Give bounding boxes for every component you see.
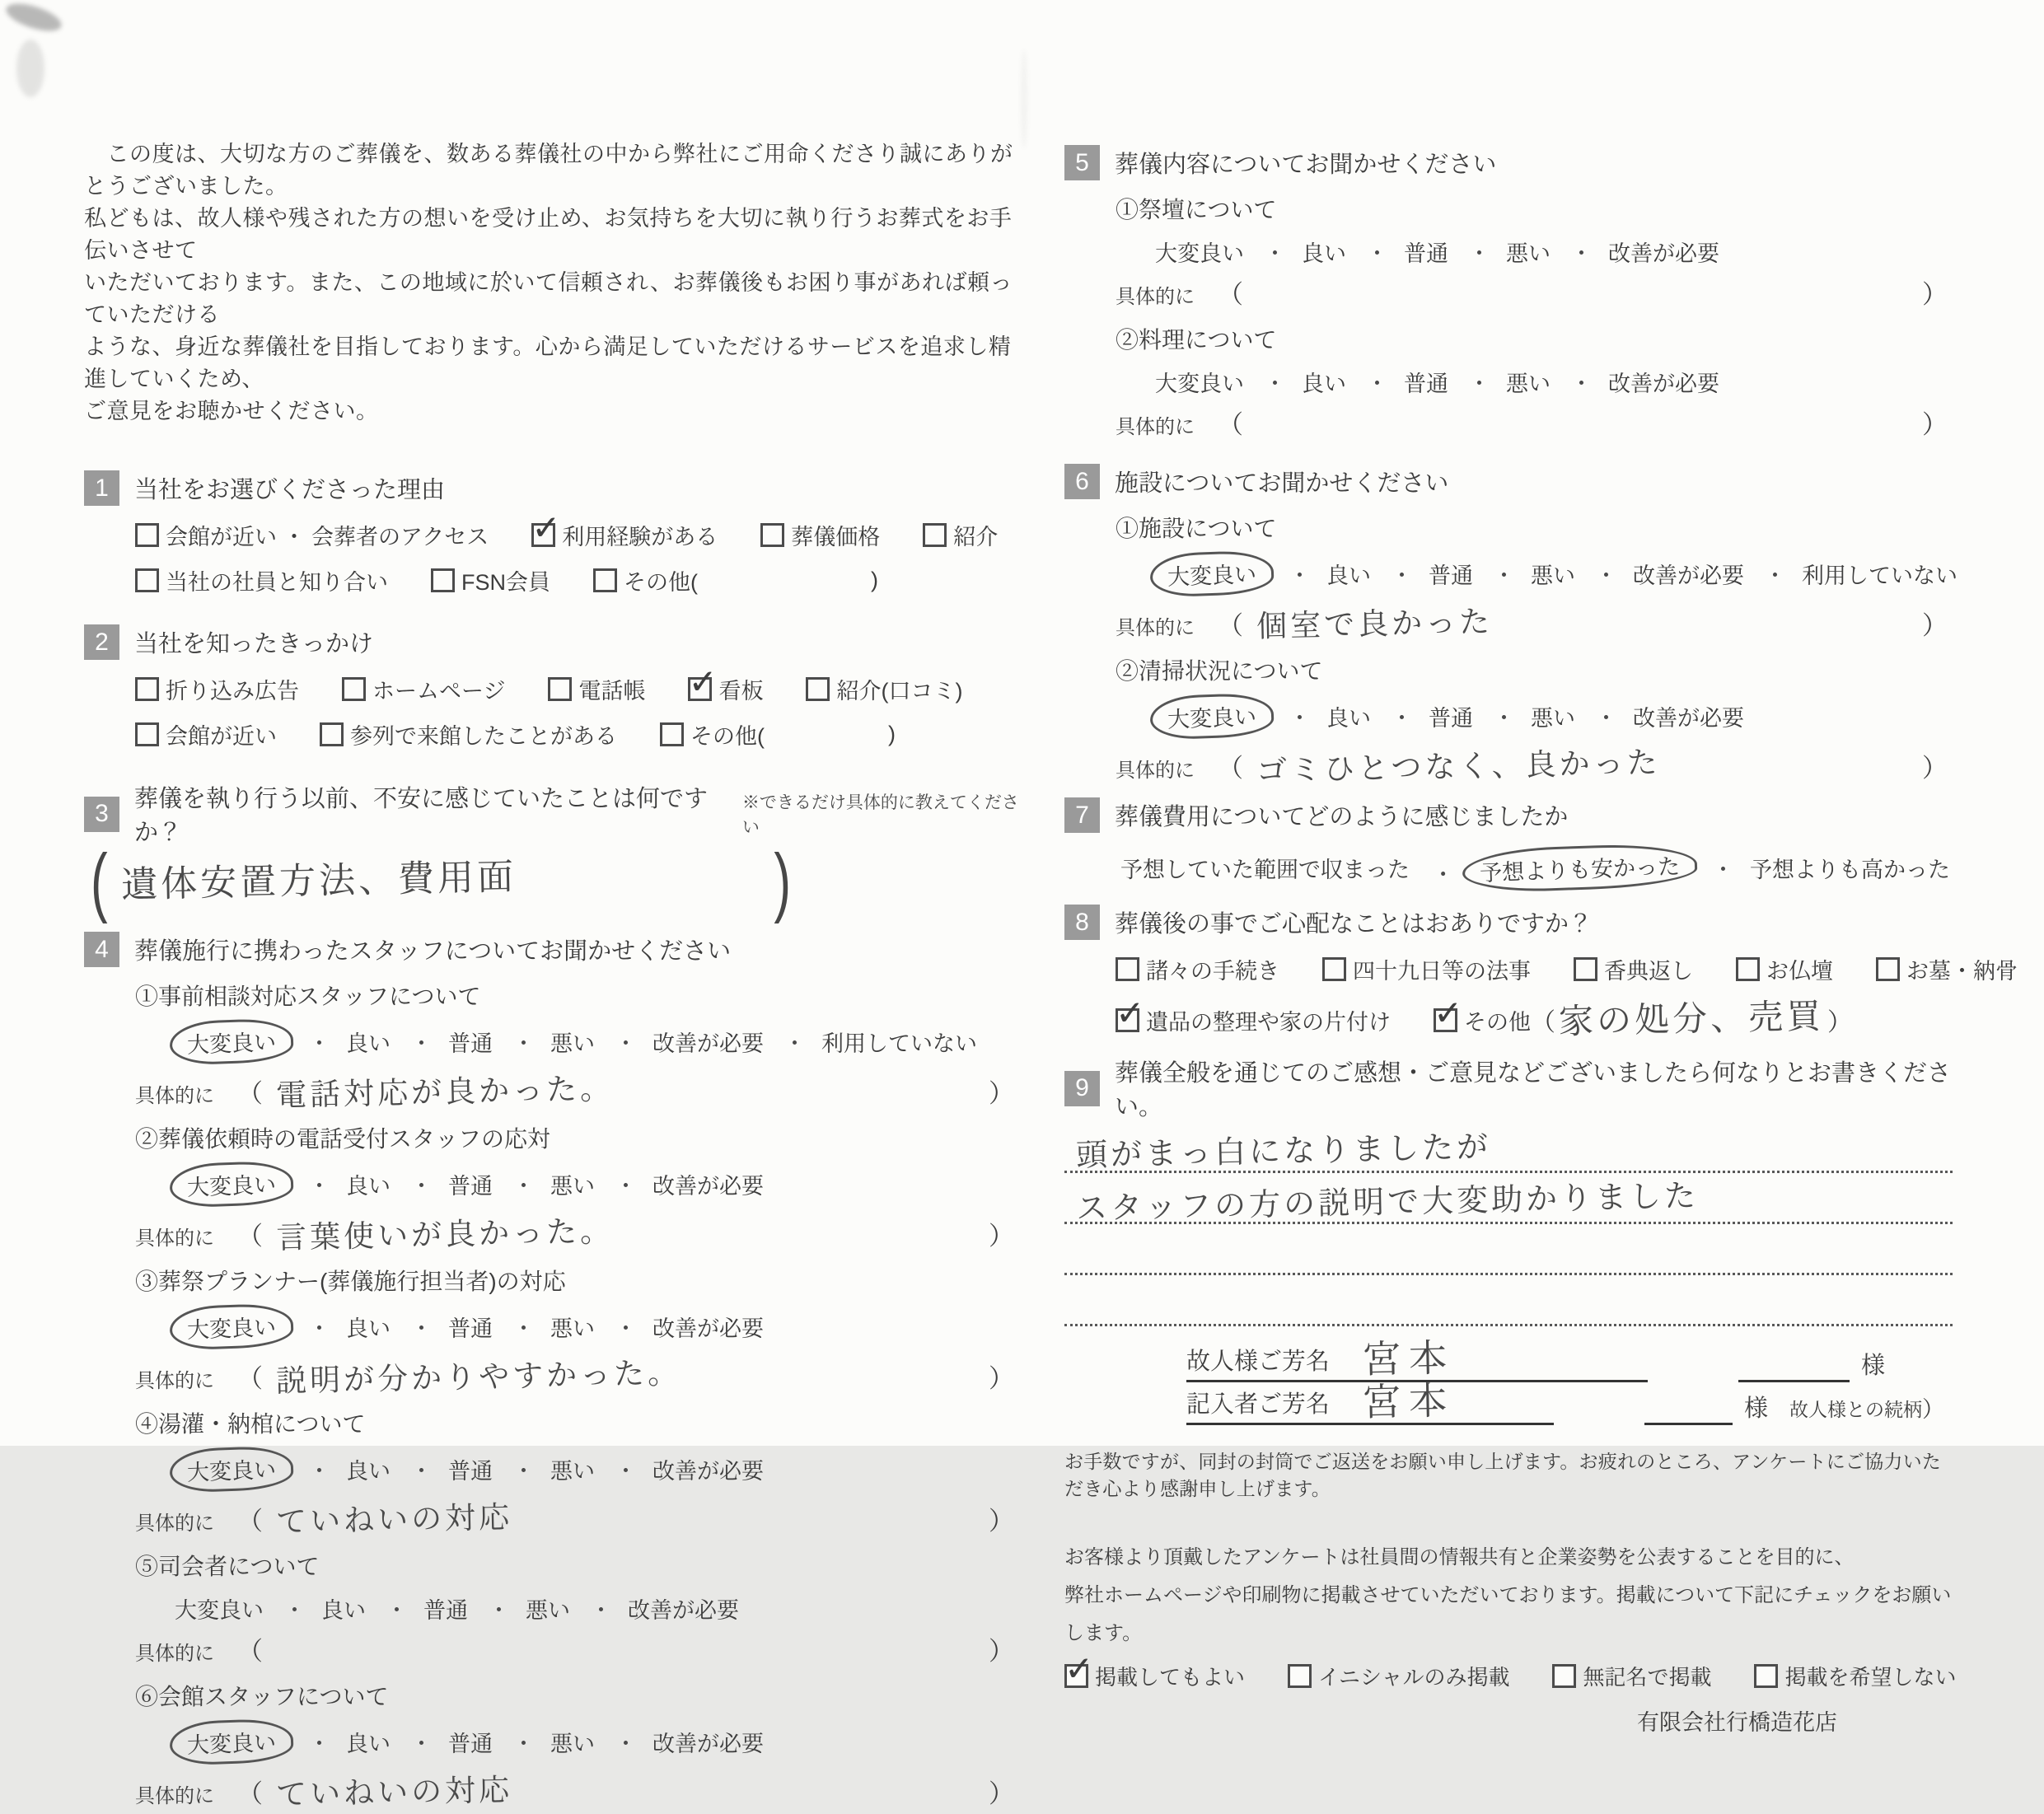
comment-label: 具体的に — [1116, 617, 1195, 639]
checkbox-label: その他 — [1464, 1009, 1531, 1035]
left-column — [84, 138, 1019, 1810]
scan-artifact — [16, 40, 44, 97]
checkbox-option[interactable] — [431, 564, 550, 596]
handwritten-answer: 遺体安置方法、費用面 — [120, 856, 517, 906]
rating-option[interactable]: ・ 改善が必要 — [648, 1723, 769, 1760]
cost-option-selected[interactable]: ・ 予想よりも安かった — [1462, 842, 1698, 894]
feedback-line[interactable] — [1064, 1277, 1953, 1326]
checkbox-option[interactable] — [806, 673, 962, 705]
rating-option[interactable]: ・ 利用していない — [816, 1023, 982, 1060]
question-title: ③葬祭プランナー(葬儀施行担当者)の対応 — [135, 1269, 566, 1294]
checkbox-label: 参列で来館したことがある — [350, 724, 617, 749]
deceased-name-label: 故人様ご芳名 — [1186, 1349, 1331, 1375]
company-name: 有限会社行橋造花店 — [1637, 1710, 1837, 1735]
section-number-badge: 1 — [84, 470, 119, 506]
rating-option[interactable]: 大変良い — [175, 1598, 264, 1623]
open-paren: （ — [237, 1222, 263, 1251]
checkbox-icon — [431, 568, 455, 592]
consent-option[interactable] — [1064, 1661, 1245, 1691]
rating-options — [1150, 363, 1953, 400]
open-paren: （ — [237, 1507, 263, 1536]
intro-paragraph — [84, 138, 1019, 428]
rating-option[interactable]: ・ 良い — [341, 1451, 395, 1488]
feedback-line[interactable] — [1064, 1124, 1953, 1173]
section-staff-feedback — [84, 932, 1019, 1810]
checkbox-label: 折り込み広告 — [166, 679, 299, 704]
checkbox-label: 掲載を希望しない — [1784, 1665, 1957, 1690]
rating-option[interactable]: ・ 改善が必要 — [648, 1166, 769, 1203]
checkbox-label: その他( — [624, 570, 698, 595]
cost-options — [1116, 846, 1953, 890]
rating-option[interactable]: ・ 改善が必要 — [1603, 233, 1724, 270]
question-funeral-planner — [135, 1264, 1019, 1399]
checkbox-row — [135, 519, 1019, 551]
rating-options — [1150, 694, 1953, 738]
checkbox-icon — [1876, 957, 1900, 981]
intro-line: いただいております。また、この地域に於いて信頼され、お葬儀後もお困り事があれば頼っていただける — [84, 270, 1013, 327]
feedback-line[interactable] — [1064, 1226, 1953, 1275]
handwritten-comment: ていねいの対応 — [275, 1499, 513, 1539]
open-paren: （ — [1218, 611, 1243, 640]
rating-option[interactable]: ・ 良い — [341, 1308, 395, 1345]
rating-option[interactable]: ・ 良い — [1297, 233, 1351, 270]
publication-consent-block — [1064, 1539, 1957, 1737]
comment-label: 具体的に — [135, 1785, 214, 1807]
checkbox-option[interactable] — [135, 564, 388, 596]
close-paren: ） — [1922, 410, 1948, 439]
rating-option[interactable]: ・ 良い — [341, 1166, 395, 1203]
handwritten-feedback: 頭がまっ白になりましたが — [1075, 1129, 1492, 1174]
section-number-badge: 7 — [1064, 797, 1100, 833]
rating-option[interactable]: ・ 良い — [341, 1723, 395, 1760]
feedback-line[interactable] — [1064, 1175, 1953, 1227]
rating-option[interactable]: ・ 悪い — [545, 1308, 600, 1345]
section-funeral-cost — [1064, 797, 1953, 890]
checkbox-option[interactable] — [531, 519, 718, 551]
rating-option[interactable]: ・ 普通 — [443, 1723, 498, 1760]
section-general-feedback — [1064, 1054, 1953, 1326]
anxiety-answer-area[interactable] — [91, 839, 791, 924]
rating-option[interactable]: ・ 悪い — [1501, 363, 1555, 400]
checkbox-icon — [320, 722, 344, 746]
question-facility — [1116, 511, 1957, 643]
consent-option[interactable] — [1552, 1661, 1711, 1691]
names-block — [1064, 1335, 1953, 1425]
question-title: ⑥会館スタッフについて — [135, 1684, 389, 1709]
close-paren: ） — [1922, 280, 1948, 309]
section-header — [84, 780, 1019, 848]
open-paren: ( — [91, 839, 108, 924]
section-number-badge: 3 — [84, 797, 119, 832]
checkbox-row — [135, 564, 1019, 596]
section-title: 葬儀費用についてどのように感じましたか — [1115, 804, 1569, 830]
checkbox-label: 無記名で掲載 — [1583, 1665, 1712, 1690]
question-cleanliness — [1116, 653, 1953, 788]
checkbox-label: 当社の社員と知り合い — [166, 570, 388, 595]
section-title: 施設についてお聞かせください — [1115, 470, 1449, 497]
rating-option-selected[interactable]: 大変良い — [169, 1302, 294, 1350]
close-paren: ） — [989, 1222, 1014, 1251]
checkbox-option-other[interactable] — [593, 564, 878, 596]
comment-row[interactable] — [1116, 404, 1953, 441]
consent-option[interactable] — [1288, 1661, 1509, 1691]
close-paren: ） — [1922, 754, 1948, 783]
checkbox-icon — [135, 523, 159, 547]
rating-option-selected[interactable]: 大変良い — [169, 1445, 294, 1493]
section-title: 葬儀内容についてお聞かせください — [1115, 152, 1497, 178]
open-paren: （ — [237, 1364, 263, 1393]
question-title: ②葬儀依頼時の電話受付スタッフの応対 — [135, 1126, 551, 1152]
rating-option[interactable]: ・ 改善が必要 — [623, 1590, 744, 1627]
intro-line: ような、身近な葬儀社を目指しております。心から満足していただけるサービスを追求し精進していくため、 — [84, 334, 1012, 391]
rating-option[interactable]: ・ 普通 — [443, 1308, 498, 1345]
section-title: 葬儀全般を通じてのご感想・ご意見などございましたら何なりとお書きください。 — [1115, 1060, 1952, 1120]
section-title: 当社を知ったきっかけ — [134, 631, 374, 657]
rating-options — [170, 1020, 1019, 1064]
section-number-badge: 2 — [84, 624, 119, 660]
section-header — [84, 470, 1019, 506]
checkbox-icon — [923, 523, 947, 547]
comment-row[interactable] — [135, 1352, 1019, 1399]
section-number-badge: 8 — [1064, 905, 1100, 940]
rating-option[interactable]: ・ 悪い — [545, 1451, 600, 1488]
consent-text-line: お客様より頂戴したアンケートは社員間の情報共有と企業姿勢を公表することを目的に、 — [1064, 1546, 1855, 1569]
checkbox-icon — [135, 677, 159, 701]
section-how-learned — [84, 624, 1019, 750]
checkbox-label: ホームページ — [372, 679, 506, 704]
comment-label: 具体的に — [135, 1512, 214, 1535]
intro-line: この度は、大切な方のご葬儀を、数ある葬儀社の中から弊社にご用命くださり誠にありがとうございました。 — [84, 142, 1013, 199]
section-title: 葬儀施行に携わったスタッフについてお聞かせください — [134, 938, 732, 965]
close-paren: ） — [989, 1779, 1014, 1808]
checkbox-option-other[interactable] — [1434, 998, 1852, 1041]
question-phone-reception — [135, 1121, 1019, 1255]
section-title: 葬儀を執り行う以前、不安に感じていたことは何ですか？ — [134, 786, 709, 846]
rating-option[interactable]: ・ 改善が必要 — [648, 1023, 769, 1060]
question-cuisine — [1116, 322, 1953, 441]
question-title: ④湯灌・納棺について — [135, 1411, 366, 1437]
name-underline — [1644, 1390, 1733, 1425]
section-post-funeral-concerns — [1064, 905, 2018, 1041]
checkbox-label: 香典返し — [1604, 959, 1693, 984]
checkbox-label: 会館が近い — [166, 724, 277, 749]
comment-label: 具体的に — [1116, 416, 1195, 438]
question-title: ①事前相談対応スタッフについて — [135, 984, 481, 1009]
checkbox-option[interactable] — [923, 519, 998, 551]
relation-label: 故人様との続柄 — [1789, 1399, 1922, 1420]
handwritten-feedback: スタッフの方の説明で大変助かりました — [1075, 1179, 1700, 1227]
checkbox-checked-icon — [688, 677, 712, 701]
consent-checkbox-row — [1064, 1661, 1957, 1691]
handwritten-comment: ゴミひとつなく、良かった — [1256, 745, 1661, 788]
section-number-badge: 4 — [84, 932, 119, 967]
section-header — [1064, 145, 1953, 180]
honorific-label: 様 — [1861, 1353, 1886, 1379]
section-header — [1064, 1054, 1953, 1122]
comment-row[interactable] — [135, 1494, 1019, 1537]
checkbox-option[interactable] — [1574, 953, 1693, 985]
rating-option[interactable]: ・ 普通 — [419, 1590, 473, 1627]
checkbox-row — [135, 673, 1019, 705]
section-pre-funeral-anxiety — [84, 780, 1019, 924]
checkbox-label: 紹介 — [953, 525, 999, 549]
checkbox-icon — [806, 677, 830, 701]
section-title: 当社をお選びくださった理由 — [134, 477, 446, 503]
question-altar — [1116, 192, 1953, 311]
checkbox-label: お仏壇 — [1766, 959, 1833, 984]
checkbox-icon — [548, 677, 572, 701]
rating-option[interactable]: ・ 良い — [1297, 363, 1351, 400]
rating-option[interactable]: ・ 悪い — [1526, 555, 1580, 592]
checkbox-option[interactable] — [1876, 953, 2018, 985]
rating-options — [170, 1720, 1019, 1764]
rating-option[interactable]: ・ 普通 — [1424, 555, 1478, 592]
checkbox-label: イニシャルのみ掲載 — [1318, 1665, 1510, 1690]
rating-options — [1150, 233, 1953, 270]
scan-artifact — [3, 0, 65, 36]
handwritten-comment: ていねいの対応 — [275, 1772, 513, 1812]
open-paren: （ — [237, 1779, 263, 1808]
rating-option[interactable]: ・ 普通 — [1399, 233, 1453, 270]
rating-option-selected[interactable]: 大変良い — [1149, 549, 1275, 597]
comment-row[interactable] — [135, 1067, 1019, 1113]
checkbox-option[interactable] — [1116, 1004, 1391, 1036]
consent-option[interactable] — [1754, 1661, 1956, 1691]
checkbox-icon — [1322, 957, 1346, 981]
comment-row[interactable] — [135, 1767, 1019, 1810]
rating-option[interactable]: ・ 良い — [341, 1023, 395, 1060]
rating-option[interactable]: 大変良い — [1155, 241, 1244, 266]
question-title: ②清掃状況について — [1116, 658, 1323, 684]
checkbox-icon — [1754, 1664, 1778, 1688]
rating-option[interactable]: ・ 良い — [1321, 698, 1376, 735]
comment-label: 具体的に — [135, 1643, 214, 1665]
question-title: ①施設について — [1116, 516, 1277, 541]
return-instruction-note: お手数ですが、同封の封筒でご返送をお願い申し上げます。お疲れのところ、アンケートにご協力いただき心より感謝申し上げます。 — [1064, 1451, 1941, 1499]
checkbox-row — [135, 718, 1019, 750]
close-paren: ） — [989, 1364, 1014, 1393]
rating-option[interactable]: ・ 改善が必要 — [648, 1451, 769, 1488]
comment-label: 具体的に — [1116, 286, 1195, 308]
section-header — [84, 624, 1019, 660]
question-mc — [135, 1549, 1019, 1667]
section-header — [1064, 797, 1953, 833]
checkbox-option[interactable] — [760, 519, 880, 551]
open-paren: （ — [1531, 1009, 1555, 1036]
comment-label: 具体的に — [135, 1085, 214, 1107]
rating-option[interactable]: ・ 悪い — [1501, 233, 1555, 270]
checkbox-label: 四十九日等の法事 — [1353, 959, 1531, 984]
checkbox-icon — [1288, 1664, 1312, 1688]
handwritten-comment: 言葉使いが良かった。 — [275, 1213, 615, 1255]
rating-option[interactable]: ・ 悪い — [545, 1166, 600, 1203]
checkbox-label: 紹介(口コミ) — [836, 679, 963, 704]
open-paren: （ — [237, 1637, 263, 1666]
checkbox-icon — [1574, 957, 1597, 981]
rating-options — [170, 1447, 1019, 1491]
checkbox-row — [1116, 998, 1953, 1041]
checkbox-option[interactable] — [688, 673, 763, 705]
comment-label: 具体的に — [1116, 760, 1195, 782]
checkbox-label: 会館が近い ・ 会葬者のアクセス — [166, 525, 489, 549]
close-paren: ） — [989, 1079, 1014, 1108]
question-title: ⑤司会者について — [135, 1554, 320, 1579]
checkbox-label: その他( — [690, 724, 765, 749]
close-paren: ） — [989, 1507, 1014, 1536]
section-number-badge: 6 — [1064, 464, 1100, 499]
name-underline — [1738, 1347, 1850, 1382]
consent-text-line: 弊社ホームページや印刷物に掲載させていただいております。掲載について下記にチェックをお願いします。 — [1064, 1584, 1952, 1644]
comment-row[interactable] — [1116, 274, 1953, 311]
rating-option[interactable]: ・ 良い — [316, 1590, 371, 1627]
checkbox-option[interactable] — [1322, 953, 1531, 985]
handwritten-other-answer: 家の処分、売買 — [1558, 996, 1825, 1041]
section-note: ※できるだけ具体的に教えてください — [741, 793, 1019, 837]
scan-artifact — [1021, 49, 1027, 148]
question-pre-consult-staff — [135, 979, 1019, 1113]
close-paren: ） — [1827, 1009, 1853, 1036]
open-paren: （ — [237, 1079, 263, 1108]
rating-options — [170, 1590, 1019, 1627]
open-paren: （ — [1218, 410, 1243, 439]
checkbox-label: 看板 — [718, 679, 764, 704]
checkbox-label: 葬儀価格 — [791, 525, 881, 549]
checkbox-icon — [1736, 957, 1760, 981]
checkbox-option[interactable] — [548, 673, 645, 705]
checkbox-option-other[interactable] — [660, 718, 896, 750]
section-number-badge: 5 — [1064, 145, 1100, 180]
open-paren: （ — [1218, 754, 1243, 783]
checkbox-option[interactable] — [320, 718, 617, 750]
rating-option[interactable]: ・ 改善が必要 — [1628, 698, 1749, 735]
checkbox-checked-icon — [1064, 1664, 1088, 1688]
rating-options — [170, 1305, 1019, 1349]
cost-option[interactable]: ・ 予想よりも高かった — [1745, 849, 1955, 886]
comment-row[interactable] — [1116, 599, 1953, 642]
checkbox-option[interactable] — [135, 519, 489, 551]
checkbox-option[interactable] — [135, 673, 299, 705]
honorific-label: 様 — [1743, 1396, 1768, 1422]
comment-label: 具体的に — [135, 1370, 214, 1392]
section-number-badge: 9 — [1064, 1071, 1100, 1106]
rating-option[interactable]: ・ 良い — [1321, 555, 1376, 592]
section-funeral-content — [1064, 145, 1953, 441]
checkbox-label: FSN会員 — [461, 570, 550, 595]
rating-option[interactable]: ・ 悪い — [521, 1590, 575, 1627]
checkbox-checked-icon — [1116, 1008, 1139, 1032]
question-title: ②料理について — [1116, 327, 1277, 353]
rating-option-selected[interactable]: 大変良い — [169, 1718, 294, 1765]
checkbox-icon — [660, 722, 684, 746]
rating-option[interactable]: ・ 普通 — [1399, 363, 1453, 400]
checkbox-row — [1116, 953, 2018, 985]
checkbox-label: 掲載してもよい — [1095, 1665, 1246, 1690]
handwritten-comment: 説明が分かりやすかった。 — [275, 1355, 682, 1399]
comment-label: 具体的に — [135, 1227, 214, 1250]
section-title: 葬儀後の事でご心配なことはおありですか？ — [1115, 911, 1593, 937]
close-paren: ) — [871, 568, 878, 592]
rating-options — [170, 1162, 1019, 1206]
comment-row[interactable] — [135, 1209, 1019, 1255]
checkbox-label: 利用経験がある — [562, 525, 718, 549]
rating-option[interactable]: ・ 普通 — [443, 1451, 498, 1488]
checkbox-checked-icon — [1434, 1008, 1457, 1032]
checkbox-label: 諸々の手続き — [1146, 959, 1279, 984]
section-header — [1064, 905, 1953, 940]
checkbox-option[interactable] — [1116, 953, 1279, 985]
handwritten-deceased-name: 宮本 — [1362, 1335, 1456, 1382]
rating-option[interactable]: 大変良い — [1155, 372, 1244, 396]
comment-row[interactable] — [1116, 741, 1953, 788]
close-paren: ） — [1922, 1397, 1944, 1422]
rating-option[interactable]: ・ 普通 — [443, 1166, 498, 1203]
section-header — [84, 932, 1019, 967]
question-title: ①祭壇について — [1116, 197, 1277, 222]
checkbox-label: 遺品の整理や家の片付け — [1146, 1009, 1391, 1035]
writer-name-row — [1186, 1378, 1953, 1425]
close-paren: ） — [989, 1637, 1014, 1666]
close-paren: ) — [774, 839, 791, 924]
rating-option[interactable]: ・ 改善が必要 — [1603, 363, 1724, 400]
rating-option[interactable]: ・ 利用していない — [1797, 555, 1962, 592]
close-paren: ) — [888, 722, 896, 746]
handwritten-comment: 個室で良かった — [1256, 604, 1494, 643]
rating-option-selected[interactable]: 大変良い — [169, 1160, 294, 1208]
comment-row[interactable] — [135, 1630, 1019, 1667]
handwritten-writer-name: 宮本 — [1362, 1378, 1456, 1424]
checkbox-icon — [135, 568, 159, 592]
section-header — [1064, 464, 1953, 499]
question-bathing-casketing — [135, 1406, 1019, 1537]
rating-option[interactable]: ・ 悪い — [1526, 698, 1580, 735]
intro-line: ご意見をお聴かせください。 — [84, 399, 379, 423]
checkbox-checked-icon — [531, 523, 555, 547]
checkbox-icon — [1116, 957, 1139, 981]
rating-option[interactable]: ・ 改善が必要 — [1628, 555, 1749, 592]
open-paren: （ — [1218, 280, 1243, 309]
cost-option[interactable]: 予想していた範囲で収まった — [1120, 858, 1410, 882]
checkbox-icon — [593, 568, 617, 592]
writer-name-field[interactable] — [1186, 1372, 1554, 1425]
checkbox-icon — [135, 722, 159, 746]
rating-option-selected[interactable]: 大変良い — [169, 1017, 294, 1065]
rating-option[interactable]: ・ 普通 — [1424, 698, 1478, 735]
question-hall-staff — [135, 1679, 1019, 1810]
rating-options — [1150, 552, 1957, 596]
checkbox-label: お墓・納骨 — [1906, 959, 2018, 984]
rating-option[interactable]: ・ 悪い — [545, 1723, 600, 1760]
section-reason-chosen — [84, 470, 1019, 596]
close-paren: ） — [1922, 611, 1948, 640]
checkbox-option[interactable] — [135, 718, 277, 750]
checkbox-icon — [342, 677, 366, 701]
checkbox-icon — [760, 523, 784, 547]
checkbox-icon — [1552, 1664, 1576, 1688]
section-facilities — [1064, 464, 1957, 788]
writer-name-label: 記入者ご芳名 — [1186, 1391, 1331, 1418]
rating-option[interactable]: ・ 改善が必要 — [648, 1308, 769, 1345]
rating-option[interactable]: ・ 普通 — [443, 1023, 498, 1060]
checkbox-option[interactable] — [1736, 953, 1833, 985]
right-column — [1064, 138, 2018, 1737]
intro-line: 私どもは、故人様や残された方の想いを受け止め、お気持ちを大切に執り行うお葬式をお手伝いさせて — [84, 206, 1013, 263]
checkbox-option[interactable] — [342, 673, 505, 705]
rating-option[interactable]: ・ 悪い — [545, 1023, 600, 1060]
rating-option-selected[interactable]: 大変良い — [1149, 692, 1275, 740]
checkbox-label: 電話帳 — [578, 679, 646, 704]
handwritten-comment: 電話対応が良かった。 — [275, 1071, 615, 1113]
